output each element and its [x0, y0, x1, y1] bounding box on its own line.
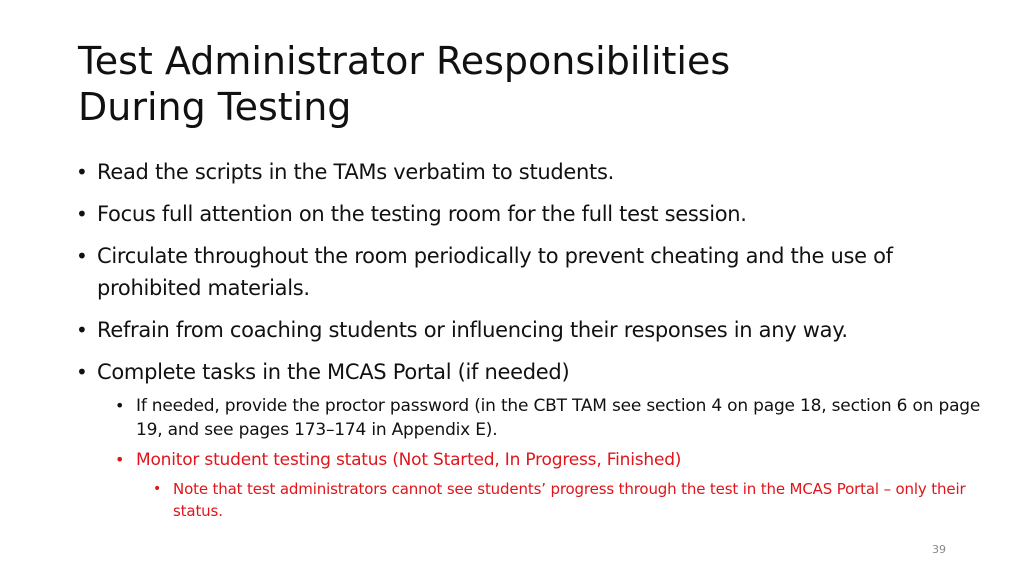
bullet-text: Refrain from coaching students or influencing their responses in any way. [97, 318, 848, 342]
bullet-marker: • [76, 160, 88, 184]
sub-bullet-item [115, 394, 986, 442]
bullet-marker: • [115, 450, 125, 469]
slide-title [78, 38, 958, 130]
bullet-text: Read the scripts in the TAMs verbatim to students. [97, 160, 615, 184]
bullet-item [76, 198, 986, 230]
bullet-marker: • [76, 318, 88, 342]
bullet-marker: • [115, 396, 125, 415]
bullet-marker: • [76, 360, 88, 384]
bullet-marker: • [153, 481, 162, 497]
bullet-text: Circulate throughout the room periodically to prevent cheating and the use of prohibited materials. [97, 244, 893, 300]
bullet-item [76, 156, 986, 188]
sub-bullet-item-highlighted [115, 448, 986, 472]
sub-sub-bullet-item-highlighted [153, 478, 986, 522]
bullet-marker: • [76, 202, 88, 226]
bullet-text: Complete tasks in the MCAS Portal (if needed) [97, 360, 570, 384]
bullet-text: Focus full attention on the testing room for the full test session. [97, 202, 747, 226]
bullet-item [76, 240, 986, 304]
sub-sub-bullet-text: Note that test administrators cannot see students’ progress through the test in the MCAS Portal – only their status. [173, 480, 966, 520]
page-number: 39 [932, 543, 946, 556]
bullet-item [76, 314, 986, 346]
slide-title-line-2: During Testing [78, 85, 352, 129]
sub-bullet-text: If needed, provide the proctor password (in the CBT TAM see section 4 on page 18, section 6 on page 19, and see pages 173–174 in Appendix E). [136, 396, 981, 440]
bullet-marker: • [76, 244, 88, 268]
bullet-list [76, 156, 986, 526]
sub-bullet-text: Monitor student testing status (Not Started, In Progress, Finished) [136, 450, 682, 470]
slide-title-line-1: Test Administrator Responsibilities [78, 39, 731, 83]
bullet-item [76, 356, 986, 388]
